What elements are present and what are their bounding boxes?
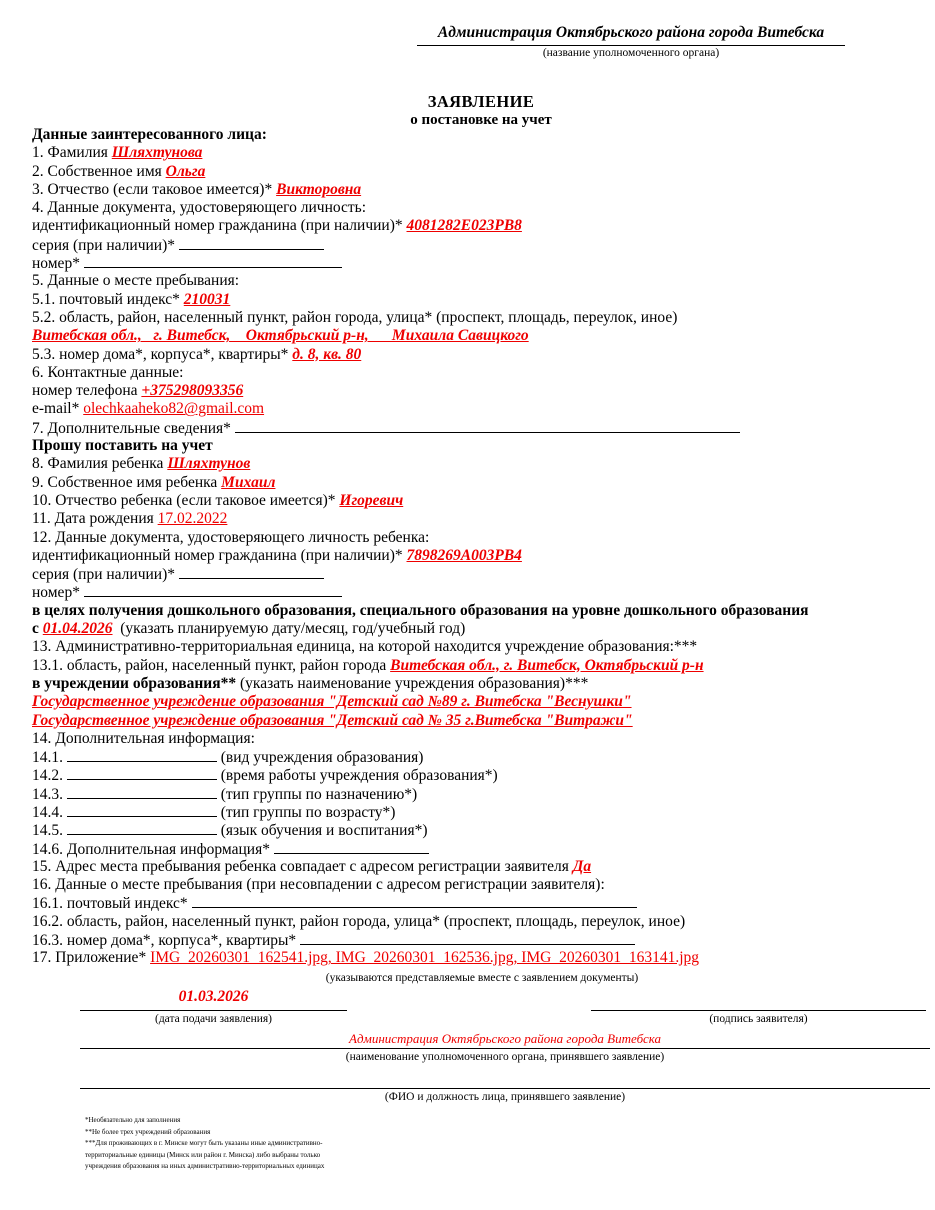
form-line (32, 693, 932, 711)
field-value: Ольга (165, 162, 206, 180)
field-label: 13.1. область, район, населенный пункт, район города (32, 656, 391, 674)
form-line (32, 364, 932, 382)
field-value: Шляхтунов (167, 455, 251, 473)
form-line (32, 748, 932, 766)
blank-underline (67, 766, 217, 780)
form-line (32, 510, 932, 528)
footnote: учреждения образования на иных административно-территориальных единицах (85, 1162, 325, 1171)
field-label: (вид учреждения образования) (216, 749, 424, 767)
date-signature-line (80, 996, 347, 1011)
field-label: 15. Адрес места пребывания ребенка совпадает с адресом регистрации заявителя (32, 857, 573, 875)
field-label: 14.6. Дополнительная информация* (32, 840, 274, 858)
field-value: 4081282E023PB8 (406, 217, 522, 235)
title-main: ЗАЯВЛЕНИЕ (427, 92, 535, 111)
date-caption: (дата подачи заявления) (155, 1013, 272, 1025)
field-value: 210031 (183, 290, 231, 308)
field-label: 14.2. (32, 767, 67, 785)
receiver-name-line (80, 1072, 930, 1089)
blank-underline (84, 254, 342, 268)
field-label: 4. Данные документа, удостоверяющего личность: (32, 199, 367, 217)
field-label: 14.5. (32, 822, 67, 840)
form-line (32, 291, 932, 309)
blank-underline (192, 894, 637, 908)
form-line (32, 840, 932, 858)
form-line (32, 602, 932, 620)
title-sub: о постановке на учет (410, 112, 552, 128)
form-line (32, 894, 932, 912)
blank-underline (235, 419, 740, 433)
field-label: 14. Дополнительная информация: (32, 729, 255, 747)
section-heading: Прошу поставить на учет (32, 437, 213, 455)
field-label: (тип группы по возрасту*) (216, 803, 396, 821)
field-label: 16.3. номер дома*, корпуса*, квартиры* (32, 932, 301, 950)
form-line (32, 821, 932, 839)
authorized-body-header (417, 24, 845, 59)
authorized-body-caption: (название уполномоченного органа) (542, 47, 720, 59)
field-label: 16.2. область, район, населенный пункт, район города, улица* (проспект, площадь, переулок, иное) (32, 912, 686, 930)
form-line (32, 913, 932, 931)
field-value: +375298093356 (141, 382, 244, 400)
footnote: территориальные единицы (Минск или район г. Минска) либо выбраны только (85, 1150, 321, 1159)
form-line (32, 730, 932, 748)
form-line (32, 675, 932, 693)
field-label: (тип группы по назначению*) (216, 785, 418, 803)
form-line (32, 858, 932, 876)
field-label: 1. Фамилия (32, 144, 112, 162)
form-line (32, 529, 932, 547)
form-line (32, 785, 932, 803)
section-heading: в целях получения дошкольного образования, специального образования на уровне дошкольного образования (32, 601, 809, 619)
form-line (32, 455, 932, 473)
field-value: Да (572, 857, 592, 875)
blank-underline (67, 803, 217, 817)
field-label: 5. Данные о месте пребывания: (32, 272, 240, 290)
field-label: 3. Отчество (если таковое имеется)* (32, 180, 277, 198)
field-label: 8. Фамилия ребенка (32, 455, 168, 473)
field-label: идентификационный номер гражданина (при наличии)* (32, 546, 407, 564)
form-line (32, 437, 932, 455)
signature-caption: (подпись заявителя) (709, 1013, 808, 1025)
field-label: 17. Приложение* (32, 949, 151, 967)
field-label: e-mail* (32, 400, 84, 418)
blank-underline (300, 931, 635, 945)
field-label: серия (при наличии)* (32, 236, 179, 254)
field-value: 17.02.2022 (157, 510, 228, 528)
blank-underline (67, 785, 217, 799)
submission-date-value: 01.03.2026 (178, 988, 249, 1005)
form-line (32, 382, 932, 400)
blank-underline (67, 748, 217, 762)
field-label: номер телефона (32, 382, 142, 400)
receiving-org-caption: (наименование уполномоченного органа, принявшего заявление) (345, 1051, 665, 1063)
field-label: 10. Отчество ребенка (если таковое имеется)* (32, 491, 340, 509)
field-label: 6. Контактные данные: (32, 363, 184, 381)
section-heading: в учреждении образования** (32, 674, 240, 692)
field-value: д. 8, кв. 80 (292, 345, 362, 363)
blank-underline (67, 821, 217, 835)
applicant-signature-line (591, 996, 926, 1011)
blank-underline (84, 583, 342, 597)
form-line (32, 199, 932, 217)
field-label: 9. Собственное имя ребенка (32, 473, 222, 491)
field-label: (время работы учреждения образования*) (216, 767, 498, 785)
field-value: Викторовна (276, 180, 362, 198)
field-label: (указать планируемую дату/месяц, год/учебный год) (112, 620, 466, 638)
receiving-org-value: Администрация Октябрьского района города Витебска (349, 1031, 661, 1046)
form-line (32, 583, 932, 601)
field-label: 5.2. область, район, населенный пункт, район города, улица* (проспект, площадь, переулок, иное) (32, 308, 678, 326)
field-label: 5.3. номер дома*, корпуса*, квартиры* (32, 345, 293, 363)
receiver-name-caption: (ФИО и должность лица, принявшего заявление) (384, 1091, 626, 1103)
form-line (32, 254, 932, 272)
field-label: 2. Собственное имя (32, 162, 166, 180)
email-link[interactable]: olechkaaheko82@gmail.com (83, 400, 265, 418)
form-line (32, 144, 932, 162)
section-heading: Данные заинтересованного лица: (32, 126, 267, 143)
field-label: идентификационный номер гражданина (при наличии)* (32, 217, 407, 235)
form-body (32, 126, 932, 986)
field-value: IMG_20260301_162541.jpg, IMG_20260301_162536.jpg, IMG_20260301_163141.jpg (150, 949, 700, 967)
field-label: 14.1. (32, 749, 67, 767)
field-label: (язык обучения и воспитания*) (216, 822, 428, 840)
footnote: *Необязательно для заполнения (85, 1116, 181, 1124)
form-line (32, 565, 932, 583)
field-value: Государственное учреждение образования "Детский сад №89 г. Витебска "Веснушки" (32, 693, 632, 711)
footnote: ***Для проживающих в г. Минске могут быть указаны иные административно- (85, 1139, 323, 1148)
field-label: 12. Данные документа, удостоверяющего личность ребенка: (32, 528, 430, 546)
form-line (32, 346, 932, 364)
form-line (32, 968, 932, 986)
form-line (32, 400, 932, 418)
field-label: серия (при наличии)* (32, 566, 179, 584)
field-label: 14.4. (32, 803, 67, 821)
form-line (32, 327, 932, 345)
field-label: 16.1. почтовый индекс* (32, 895, 192, 913)
form-line (32, 181, 932, 199)
authorized-body-name: Администрация Октябрьского района города Витебска (417, 24, 845, 46)
blank-underline (179, 565, 324, 579)
form-line (32, 474, 932, 492)
field-value: 01.04.2026 (42, 620, 113, 638)
form-line (32, 766, 932, 784)
form-line (32, 620, 932, 638)
field-value: Витебская обл., г. Витебск, Октябрьский р-н, Михаила Савицкого (32, 327, 529, 345)
field-value: 7898269A003PB4 (406, 546, 522, 564)
form-line (32, 163, 932, 181)
form-line (32, 309, 932, 327)
form-line (32, 492, 932, 510)
field-value: Игоревич (339, 491, 404, 509)
blank-underline (179, 236, 324, 250)
form-line (32, 419, 932, 437)
receiving-org-line (80, 1032, 930, 1049)
form-line (32, 126, 932, 144)
field-label: 13. Административно-территориальная единица, на которой находится учреждение образования:*** (32, 638, 698, 656)
field-label: 11. Дата рождения (32, 510, 158, 528)
field-label: 5.1. почтовый индекс* (32, 290, 184, 308)
form-line (32, 876, 932, 894)
field-label: 7. Дополнительные сведения* (32, 419, 235, 437)
field-label: 16. Данные о месте пребывания (при несовпадении с адресом регистрации заявителя): (32, 876, 605, 894)
field-value: Витебская обл., г. Витебск, Октябрьский р-н (390, 656, 704, 674)
form-line (32, 712, 932, 730)
field-label: (указать наименование учреждения образования)*** (239, 674, 589, 692)
form-line (32, 931, 932, 949)
field-caption: (указываются представляемые вместе с заявлением документы) (325, 971, 639, 984)
field-label: номер* (32, 584, 84, 602)
form-line (32, 217, 932, 235)
field-value: Шляхтунова (111, 144, 203, 162)
section-heading: с (32, 620, 43, 638)
form-line (32, 272, 932, 290)
form-line (32, 949, 932, 967)
form-line (32, 638, 932, 656)
document-title (0, 92, 935, 129)
form-line (32, 236, 932, 254)
footnotes (85, 1115, 324, 1173)
field-label: номер* (32, 255, 84, 273)
field-label: 14.3. (32, 785, 67, 803)
form-line (32, 803, 932, 821)
blank-underline (274, 840, 429, 854)
form-line (32, 657, 932, 675)
field-value: Государственное учреждение образования "Детский сад № 35 г.Витебска "Витражи" (32, 711, 633, 729)
footnote: **Не более трех учреждений образования (85, 1127, 211, 1136)
field-value: Михаил (221, 473, 276, 491)
form-line (32, 547, 932, 565)
